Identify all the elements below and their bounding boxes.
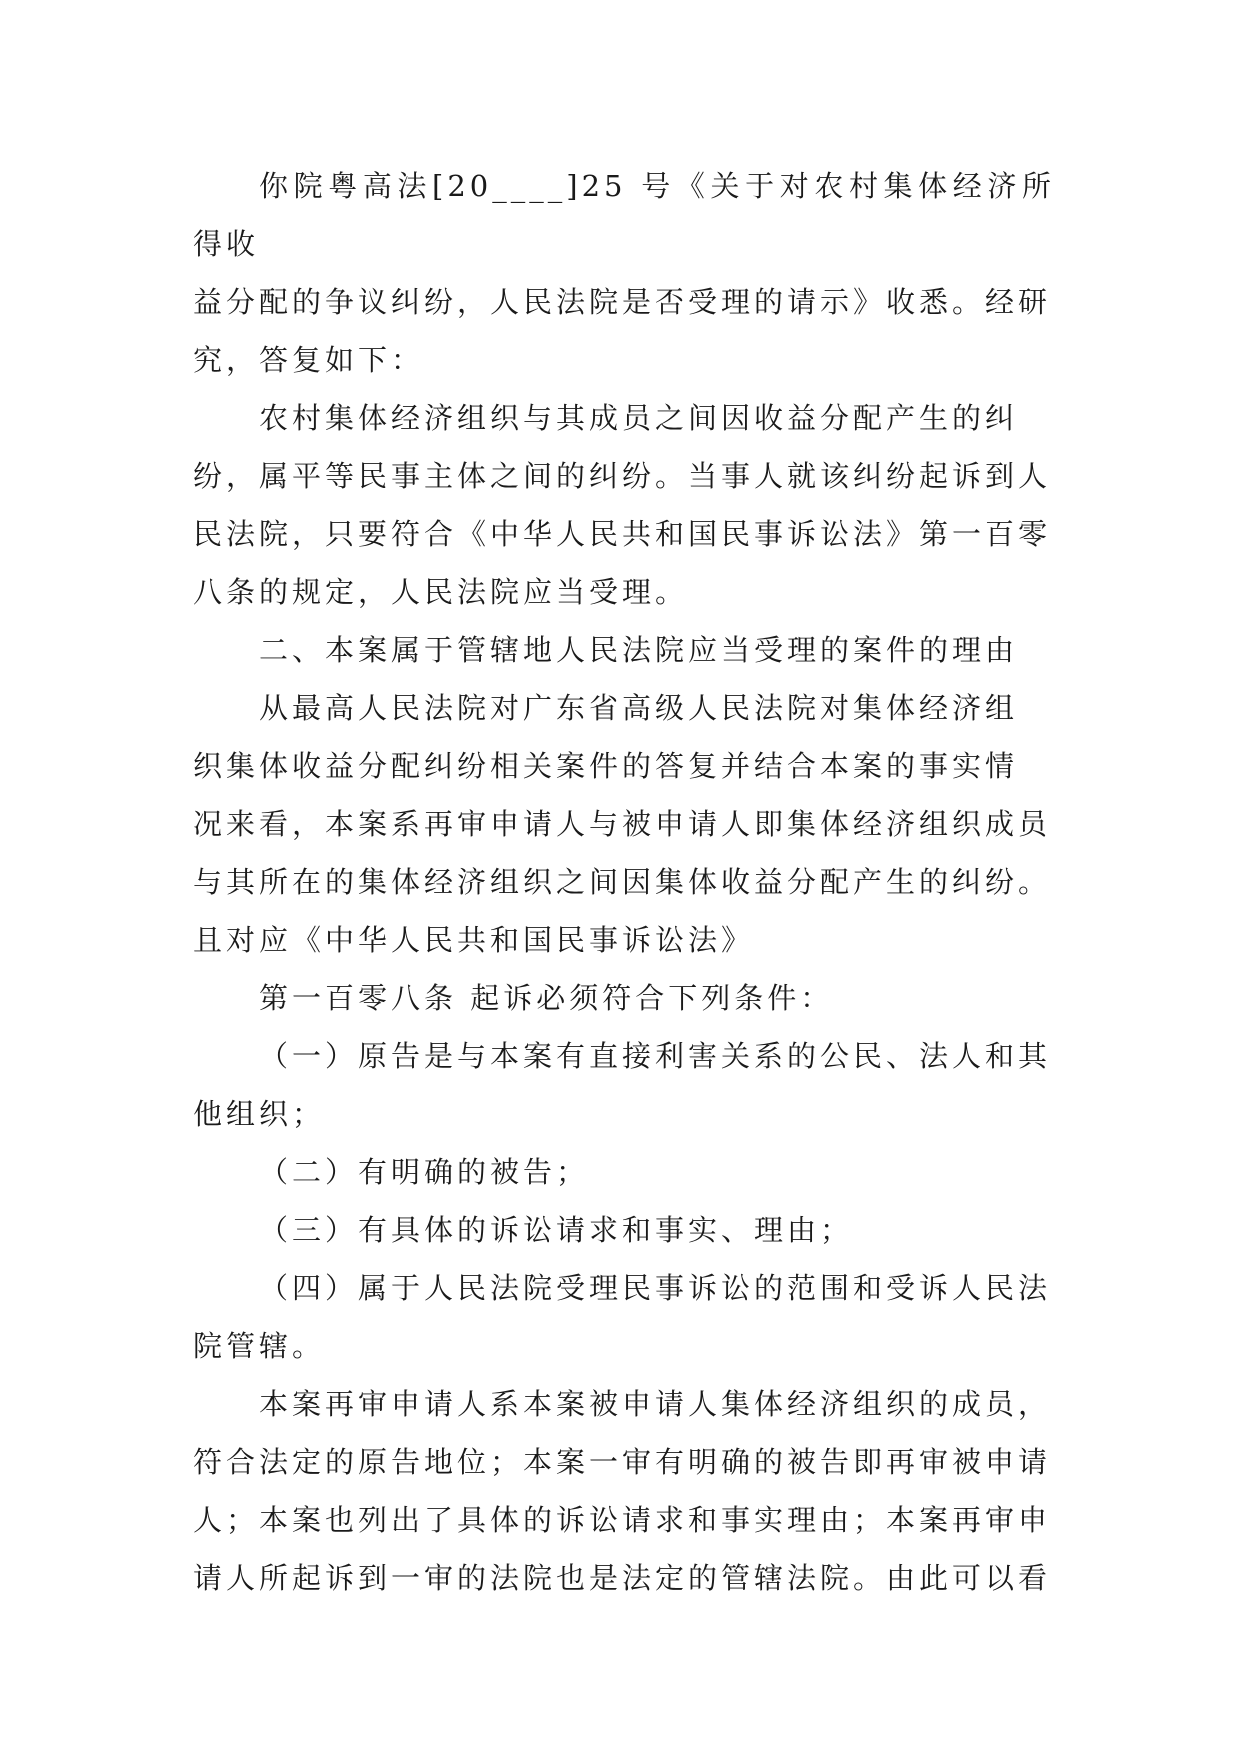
document-body bbox=[193, 157, 1055, 1607]
condition-item-2: （二）有明确的被告； bbox=[259, 1155, 590, 1189]
paragraph-conclusion: 本案再审申请人系本案被申请人集体经济组织的成员， 符合法定的原告地位；本案一审有明确的被告即再审被申请 人；本案也列出了具体的诉讼请求和事实理由；本案再审申 请人所起诉到一审的法院也是法定的管辖法院。由此可以看 bbox=[193, 1387, 1052, 1595]
paragraph-reply-intro: 你院粤高法[20____]25 号《关于对农村集体经济所得收 益分配的争议纠纷，人民法院是否受理的请示》收悉。经研 究，答复如下： bbox=[193, 169, 1055, 377]
section-heading-two: 二、本案属于管辖地人民法院应当受理的案件的理由 bbox=[259, 633, 1019, 667]
paragraph-dispute-nature: 农村集体经济组织与其成员之间因收益分配产生的纠 纷，属平等民事主体之间的纠纷。当事人就该纠纷起诉到人 民法院，只要符合《中华人民共和国民事诉讼法》第一百零 八条的规定，人民法院应当受理。 bbox=[193, 401, 1052, 609]
paragraph-analysis: 从最高人民法院对广东省高级人民法院对集体经济组 织集体收益分配纠纷相关案件的答复并结合本案的事实情 况来看，本案系再审申请人与被申请人即集体经济组织成员 与其所在的集体经济组织之间因集体收益分配产生的纠纷。 且对应《中华人民共和国民事诉讼法》 bbox=[193, 691, 1052, 957]
condition-item-1: （一）原告是与本案有直接利害关系的公民、法人和其 他组织； bbox=[193, 1039, 1052, 1131]
condition-item-3: （三）有具体的诉讼请求和事实、理由； bbox=[259, 1213, 854, 1247]
paragraph-article-108: 第一百零八条 起诉必须符合下列条件： bbox=[259, 981, 834, 1015]
condition-item-4: （四）属于人民法院受理民事诉讼的范围和受诉人民法 院管辖。 bbox=[193, 1271, 1052, 1363]
